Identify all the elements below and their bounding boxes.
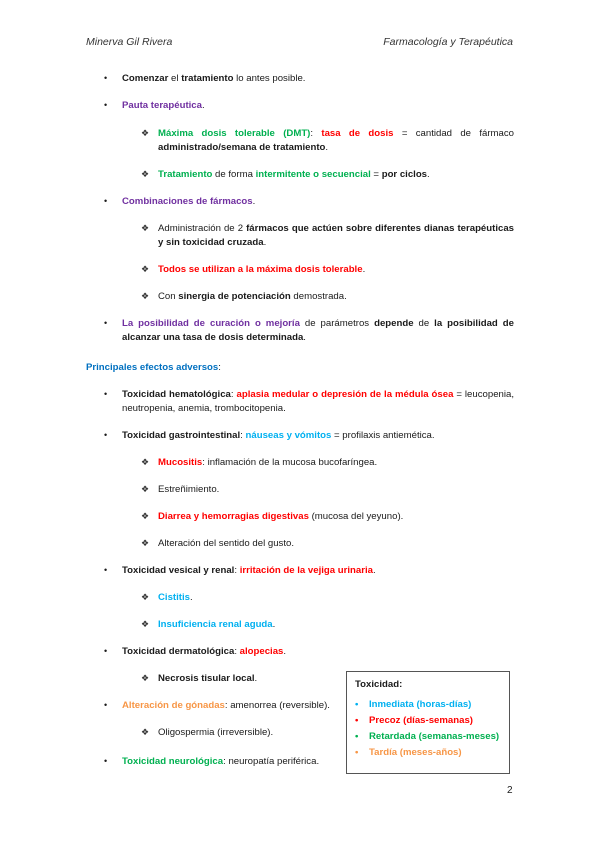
diamond-bullet-icon: ❖ — [141, 673, 150, 683]
header-subject: Farmacología y Terapéutica — [383, 36, 513, 48]
text-line: Pauta terapéutica. — [122, 100, 205, 111]
toxicity-legend-label: Precoz (días-semanas) — [369, 715, 473, 726]
header-author: Minerva Gil Rivera — [86, 36, 173, 48]
text-line: administrado/semana de tratamiento. — [158, 142, 329, 153]
diamond-bullet-icon: ❖ — [141, 169, 150, 179]
toxicity-legend-label: Inmediata (horas-días) — [369, 699, 472, 710]
bullet-icon: • — [104, 318, 108, 328]
bullet-icon: • — [104, 389, 108, 399]
bullet-icon: • — [104, 430, 108, 440]
bullet-icon: • — [355, 715, 359, 726]
text-line: neutropenia, anemia, trombocitopenia. — [122, 403, 286, 414]
toxicity-legend-label: Retardada (semanas-meses) — [369, 731, 500, 742]
text-line: Cistitis. — [158, 592, 193, 603]
diamond-bullet-icon: ❖ — [141, 291, 150, 301]
diamond-bullet-icon: ❖ — [141, 619, 150, 629]
toxicity-legend-item — [355, 745, 509, 761]
bullet-icon: • — [355, 731, 359, 742]
toxicity-legend-box — [346, 671, 510, 774]
diamond-bullet-icon: ❖ — [141, 484, 150, 494]
text-line: Estreñimiento. — [158, 484, 220, 495]
text-line: Tratamiento de forma intermitente o secuencial = por ciclos. — [158, 169, 430, 180]
toxicity-legend-list — [355, 697, 509, 761]
section-heading: Principales efectos adversos: — [86, 362, 221, 373]
page-number: 2 — [507, 785, 513, 796]
bullet-icon: • — [104, 196, 108, 206]
text-line: Necrosis tisular local. — [158, 673, 258, 684]
bullet-icon: • — [104, 646, 108, 656]
text-line: Combinaciones de fármacos. — [122, 196, 256, 207]
text-line: Mucositis: inflamación de la mucosa bucofaríngea. — [158, 457, 378, 468]
toxicity-legend-item — [355, 697, 509, 713]
text-line: Toxicidad hematológica: aplasia medular o depresión de la médula ósea = leucopenia, — [122, 389, 514, 400]
text-line: y sin toxicidad cruzada. — [158, 237, 267, 248]
diamond-bullet-icon: ❖ — [141, 727, 150, 737]
diamond-bullet-icon: ❖ — [141, 511, 150, 521]
text-line: Administración de 2 fármacos que actúen sobre diferentes dianas terapéuticas — [158, 223, 514, 234]
text-line: Toxicidad gastrointestinal: náuseas y vómitos = profilaxis antiemética. — [122, 430, 435, 441]
diamond-bullet-icon: ❖ — [141, 592, 150, 602]
text-line: Insuficiencia renal aguda. — [158, 619, 276, 630]
bullet-icon: • — [104, 756, 108, 766]
diamond-bullet-icon: ❖ — [141, 264, 150, 274]
text-line: Con sinergia de potenciación demostrada. — [158, 291, 347, 302]
bullet-icon: • — [104, 565, 108, 575]
diamond-bullet-icon: ❖ — [141, 223, 150, 233]
bullet-icon: • — [104, 100, 108, 110]
diamond-bullet-icon: ❖ — [141, 538, 150, 548]
toxicity-legend-label: Tardía (meses-años) — [369, 747, 462, 758]
diamond-bullet-icon: ❖ — [141, 457, 150, 467]
text-line: Todos se utilizan a la máxima dosis tolerable. — [158, 264, 366, 275]
text-line: Diarrea y hemorragias digestivas (mucosa del yeyuno). — [158, 511, 404, 522]
bullet-icon: • — [355, 747, 359, 758]
text-line: Toxicidad dermatológica: alopecias. — [122, 646, 287, 657]
text-line: Comenzar el tratamiento lo antes posible. — [122, 73, 306, 84]
text-line: Toxicidad vesical y renal: irritación de la vejiga urinaria. — [122, 565, 376, 576]
toxicity-legend-title: Toxicidad: — [355, 679, 403, 690]
text-line: Máxima dosis tolerable (DMT): tasa de dosis = cantidad de fármaco — [158, 128, 514, 139]
text-line: Alteración de gónadas: amenorrea (reversible). — [122, 700, 330, 711]
text-line: La posibilidad de curación o mejoría de parámetros depende de la posibilidad de — [122, 318, 514, 329]
text-line: Toxicidad neurológica: neuropatía periférica. — [122, 756, 320, 767]
bullet-icon: • — [355, 699, 359, 710]
bullet-icon: • — [104, 700, 108, 710]
toxicity-legend-item — [355, 713, 509, 729]
bullet-icon: • — [104, 73, 108, 83]
text-line: alcanzar una tasa de dosis determinada. — [122, 332, 306, 343]
text-line: Oligospermia (irreversible). — [158, 727, 274, 738]
diamond-bullet-icon: ❖ — [141, 128, 150, 138]
text-line: Alteración del sentido del gusto. — [158, 538, 294, 549]
toxicity-legend-item — [355, 729, 509, 745]
